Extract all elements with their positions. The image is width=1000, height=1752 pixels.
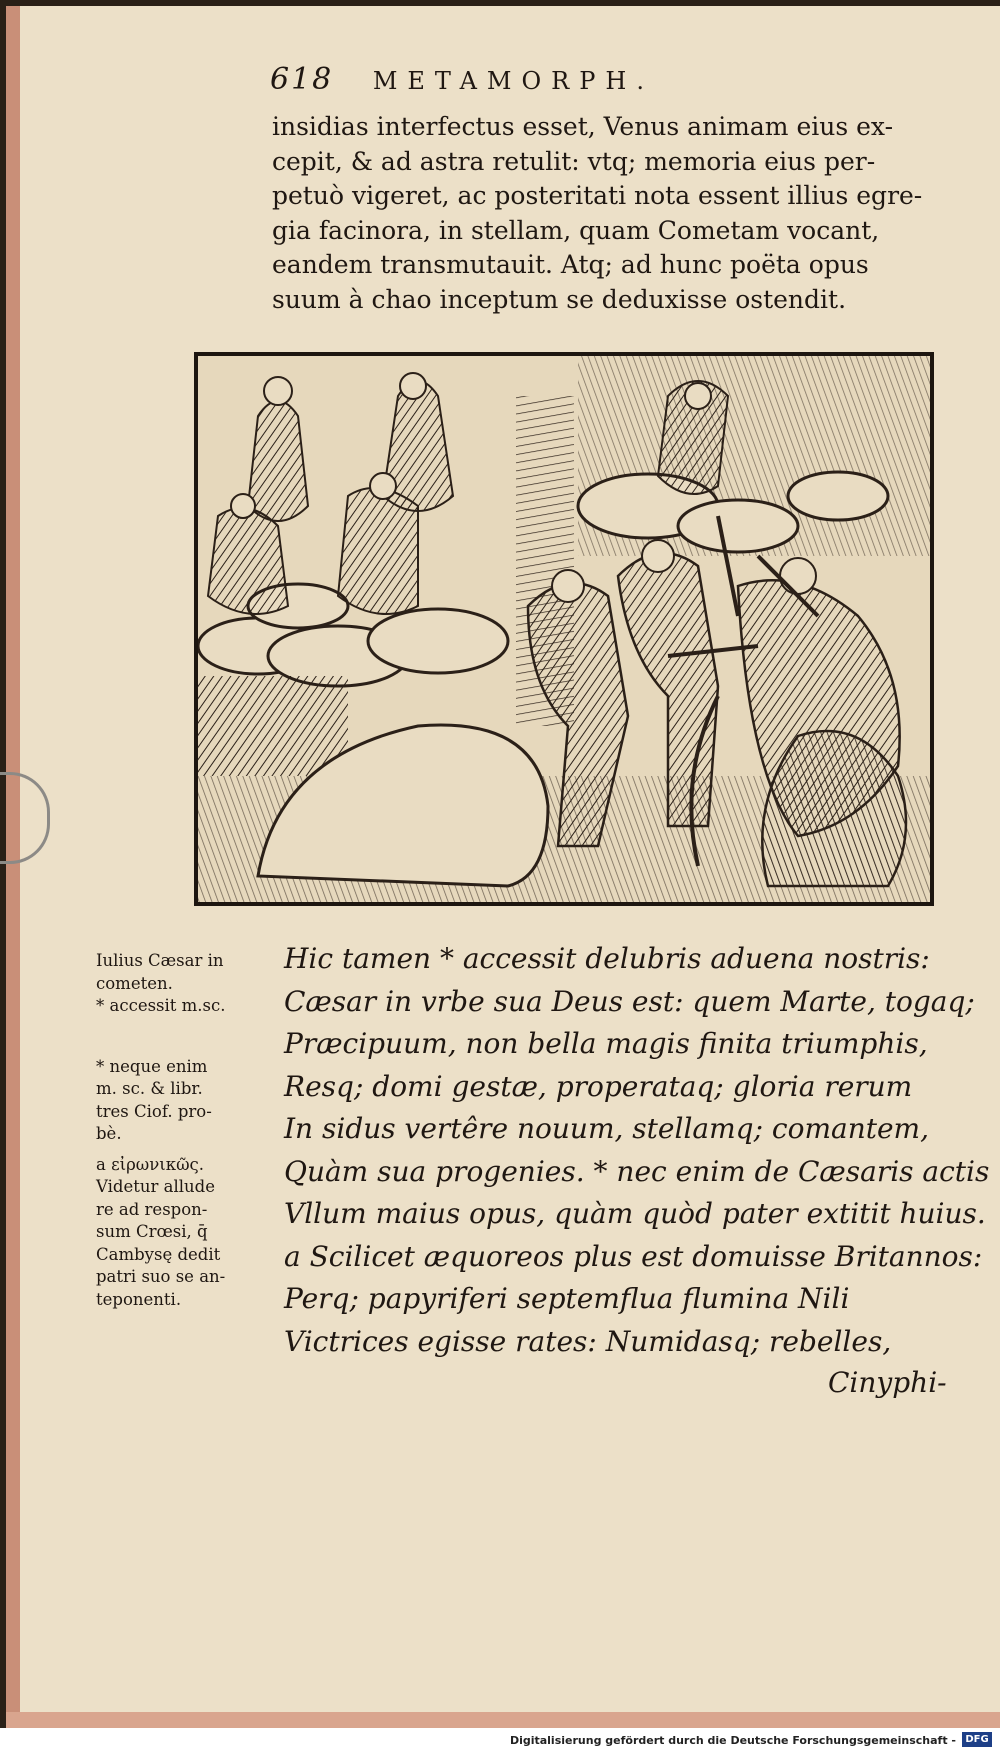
verse-line: Cæsar in vrbe sua Deus est: quem Marte, togaq; xyxy=(284,984,975,1018)
verse-line: Quàm sua progenies. * nec enim de Cæsaris actis xyxy=(284,1154,990,1188)
margin-note-line: Cambysę dedit xyxy=(96,1244,221,1264)
margin-note-line: sum Crœsi, q̄ xyxy=(96,1222,208,1241)
running-head xyxy=(270,62,830,97)
margin-note-line: patri suo se an- xyxy=(96,1267,226,1286)
margin-note-line: a εἰρωνικῶς. xyxy=(96,1154,205,1174)
margin-note-line: * accessit m.sc. xyxy=(96,996,226,1015)
verse-block xyxy=(284,938,990,1363)
margin-note xyxy=(96,1056,276,1146)
verse-line: a Scilicet æquoreos plus est domuisse Britannos: xyxy=(284,1239,983,1273)
margin-note-line: * neque enim xyxy=(96,1056,208,1076)
prose-line: petuò vigeret, ac posteritati nota essent illius egre- xyxy=(272,181,923,210)
margin-note-line: teponenti. xyxy=(96,1289,182,1309)
prose-line: cepit, & ad astra retulit: vtq; memoria eius per- xyxy=(272,146,876,176)
margin-note xyxy=(96,950,276,1018)
verse-line: In sidus vertêre nouum, stellamq; comantem, xyxy=(284,1112,929,1145)
margin-notes xyxy=(96,950,276,1333)
running-title: METAMORPH. xyxy=(372,67,654,95)
prose-line: eandem transmutauit. Atq; ad hunc poëta opus xyxy=(272,250,869,279)
footer-bar xyxy=(0,1728,1000,1752)
margin-note xyxy=(96,1154,276,1312)
prose-line: insidias interfectus esset, Venus animam eius ex- xyxy=(272,112,894,141)
verse-line: Præcipuum, non bella magis finita triumphis, xyxy=(284,1027,928,1060)
verse-line: Victrices egisse rates: Numidasq; rebelles, xyxy=(284,1324,892,1358)
margin-note-line: Iulius Cæsar in xyxy=(96,951,224,970)
verse-line: Vllum maius opus, quàm quòd pater extitit huius. xyxy=(284,1197,986,1230)
prose-block xyxy=(272,110,940,317)
margin-note-line: cometen. xyxy=(96,973,173,993)
margin-note-line: tres Ciof. pro- xyxy=(96,1101,212,1121)
page-edge xyxy=(6,1712,1000,1728)
prose-line: suum à chao inceptum se deduxisse ostendit. xyxy=(272,284,847,314)
woodcut-illustration xyxy=(194,352,934,906)
margin-note-line: bè. xyxy=(96,1124,122,1143)
prose-line: gia facinora, in stellam, quam Cometam vocant, xyxy=(272,215,880,245)
page-number: 618 xyxy=(270,62,334,97)
dfg-logo[interactable]: DFG xyxy=(962,1732,992,1747)
margin-note-line: re ad respon- xyxy=(96,1199,208,1219)
verse-line: Perq; papyriferi septemflua flumina Nili xyxy=(284,1282,850,1315)
margin-note-line: Videtur allude xyxy=(96,1177,215,1196)
verse-line: Hic tamen * accessit delubris aduena nostris: xyxy=(284,942,930,975)
woodcut-assassination-of-caesar-icon xyxy=(198,356,930,902)
funding-credit[interactable]: Digitalisierung gefördert durch die Deutsche Forschungsgemeinschaft - xyxy=(509,1734,956,1747)
margin-note-line: m. sc. & libr. xyxy=(96,1079,203,1098)
catchword: Cinyphi- xyxy=(828,1366,947,1399)
verse-line: Resq; domi gestæ, properataq; gloria rerum xyxy=(284,1069,913,1103)
